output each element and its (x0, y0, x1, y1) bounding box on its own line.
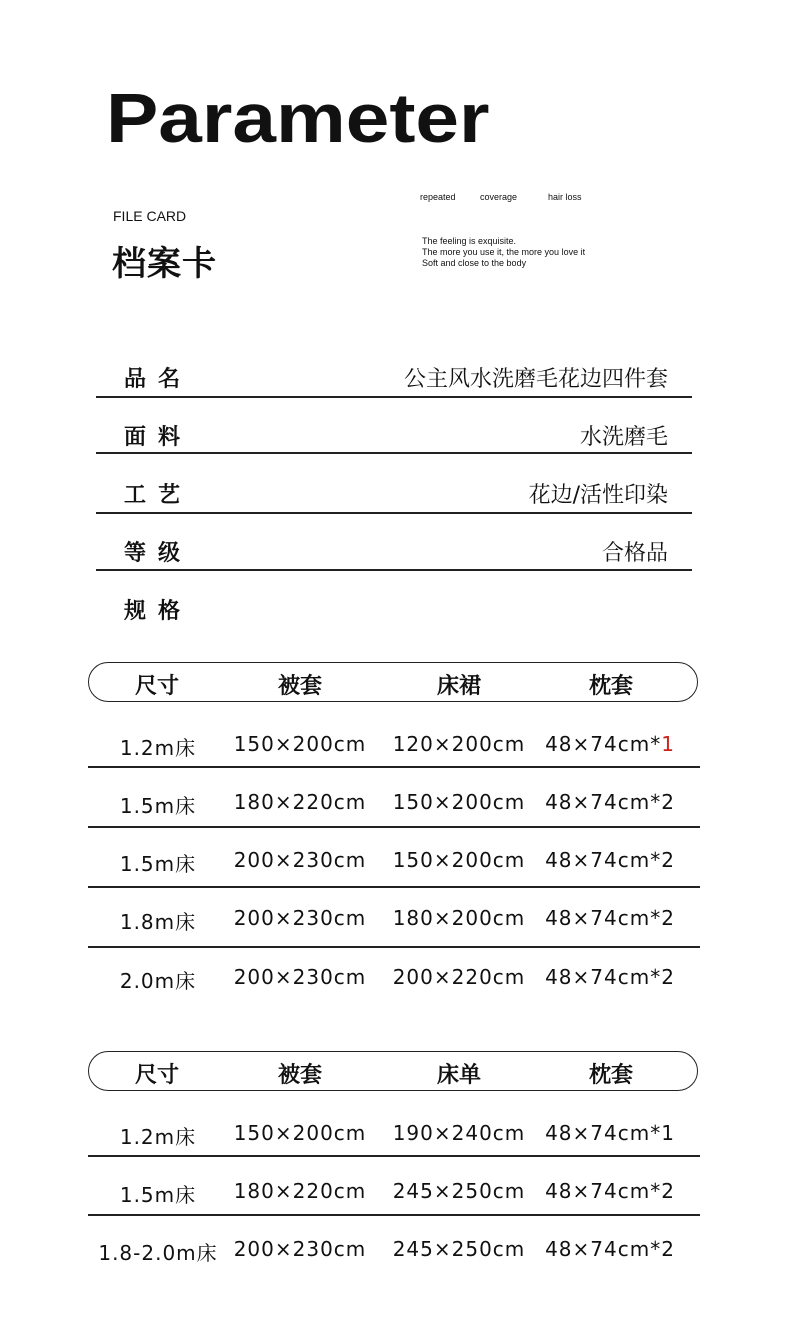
table1-header (88, 662, 698, 702)
param-row-fabric (96, 414, 692, 454)
pillow-qty: 2 (661, 906, 675, 930)
cell-size: 1.5m床 (119, 1183, 197, 1207)
param-value: 花边/活性印染 (528, 483, 668, 508)
cell-bed-skirt: 150×200cm (392, 848, 526, 872)
pillow-qty: 2 (661, 1237, 675, 1261)
cell-bed-skirt: 120×200cm (392, 732, 526, 756)
header-pillowcase: 枕套 (588, 674, 634, 699)
table-row (88, 1171, 700, 1211)
cell-bed-sheet: 245×250cm (392, 1237, 526, 1261)
cell-size: 1.5m床 (119, 852, 197, 876)
pillow-qty: 2 (661, 848, 675, 872)
header-pillowcase: 枕套 (588, 1063, 634, 1088)
slogan-line: The more you use it, the more you love it (422, 247, 586, 257)
cell-size: 1.2m床 (119, 736, 197, 760)
divider (96, 512, 692, 514)
cell-duvet: 180×220cm (233, 790, 367, 814)
cell-size: 1.8m床 (119, 910, 197, 934)
cell-duvet: 150×200cm (233, 1121, 367, 1145)
pillow-size: 48×74cm* (545, 732, 662, 756)
file-card-label: FILE CARD (113, 208, 187, 224)
pillow-qty: 1 (661, 1121, 675, 1145)
header-bed-skirt: 床裙 (436, 674, 482, 699)
cell-bed-sheet: 245×250cm (392, 1179, 526, 1203)
cell-pillowcase (545, 790, 675, 814)
slogan-line: The feeling is exquisite. (422, 236, 517, 246)
param-label: 等级 (124, 541, 193, 566)
pillow-qty: 2 (661, 965, 675, 989)
header-size: 尺寸 (134, 1063, 180, 1088)
cell-pillowcase (545, 732, 675, 756)
pillow-size: 48×74cm* (545, 965, 662, 989)
cell-pillowcase (545, 965, 675, 989)
cell-pillowcase (545, 1179, 675, 1203)
cell-size: 1.8-2.0m床 (98, 1241, 218, 1265)
slogan-line: Soft and close to the body (422, 258, 527, 268)
pillow-qty: 1 (661, 732, 675, 756)
header-bed-sheet: 床单 (436, 1063, 482, 1088)
cell-size: 1.2m床 (119, 1125, 197, 1149)
param-label: 规格 (124, 599, 193, 624)
cell-duvet: 200×230cm (233, 906, 367, 930)
table-row (88, 1229, 700, 1269)
pillow-size: 48×74cm* (545, 848, 662, 872)
header-size: 尺寸 (134, 674, 180, 699)
cell-size: 1.5m床 (119, 794, 197, 818)
header-duvet: 被套 (277, 674, 323, 699)
param-label: 工艺 (124, 483, 193, 508)
table-row (88, 957, 700, 997)
pillow-size: 48×74cm* (545, 1237, 662, 1261)
cell-bed-sheet: 190×240cm (392, 1121, 526, 1145)
slogan (422, 236, 585, 269)
cell-bed-skirt: 180×200cm (392, 906, 526, 930)
divider (96, 396, 692, 398)
tag-repeated: repeated (420, 192, 456, 202)
param-row-name (96, 356, 692, 396)
cell-pillowcase (545, 906, 675, 930)
table-row (88, 782, 700, 822)
divider (88, 826, 700, 828)
divider (88, 946, 700, 948)
file-card-title: 档案卡 (112, 244, 217, 284)
cell-duvet: 200×230cm (233, 848, 367, 872)
cell-duvet: 150×200cm (233, 732, 367, 756)
param-label: 品名 (124, 367, 193, 392)
cell-duvet: 180×220cm (233, 1179, 367, 1203)
tag-hair-loss: hair loss (548, 192, 582, 202)
cell-duvet: 200×230cm (233, 1237, 367, 1261)
cell-pillowcase (545, 848, 675, 872)
divider (96, 452, 692, 454)
divider (88, 886, 700, 888)
pillow-qty: 2 (661, 790, 675, 814)
tag-coverage: coverage (480, 192, 518, 202)
divider (88, 1214, 700, 1216)
table-row (88, 898, 700, 938)
pillow-size: 48×74cm* (545, 1179, 662, 1203)
divider (88, 766, 700, 768)
cell-pillowcase (545, 1121, 675, 1145)
cell-bed-skirt: 150×200cm (392, 790, 526, 814)
pillow-size: 48×74cm* (545, 1121, 662, 1145)
table2-header (88, 1051, 698, 1091)
param-row-craft (96, 472, 692, 512)
cell-bed-skirt: 200×220cm (392, 965, 526, 989)
table-row (88, 840, 700, 880)
cell-size: 2.0m床 (119, 969, 197, 993)
table-row (88, 724, 700, 764)
cell-duvet: 200×230cm (233, 965, 367, 989)
param-value: 水洗磨毛 (579, 425, 668, 450)
table-row (88, 1113, 700, 1153)
param-value: 公主风水洗磨毛花边四件套 (403, 367, 668, 392)
param-label: 面料 (124, 425, 193, 450)
param-value: 合格品 (601, 541, 668, 566)
pillow-size: 48×74cm* (545, 906, 662, 930)
page-title: Parameter (106, 79, 490, 157)
header-duvet: 被套 (277, 1063, 323, 1088)
param-row-grade (96, 530, 692, 570)
divider (96, 569, 692, 571)
cell-pillowcase (545, 1237, 675, 1261)
pillow-size: 48×74cm* (545, 790, 662, 814)
divider (88, 1155, 700, 1157)
pillow-qty: 2 (661, 1179, 675, 1203)
param-row-spec (96, 588, 692, 628)
